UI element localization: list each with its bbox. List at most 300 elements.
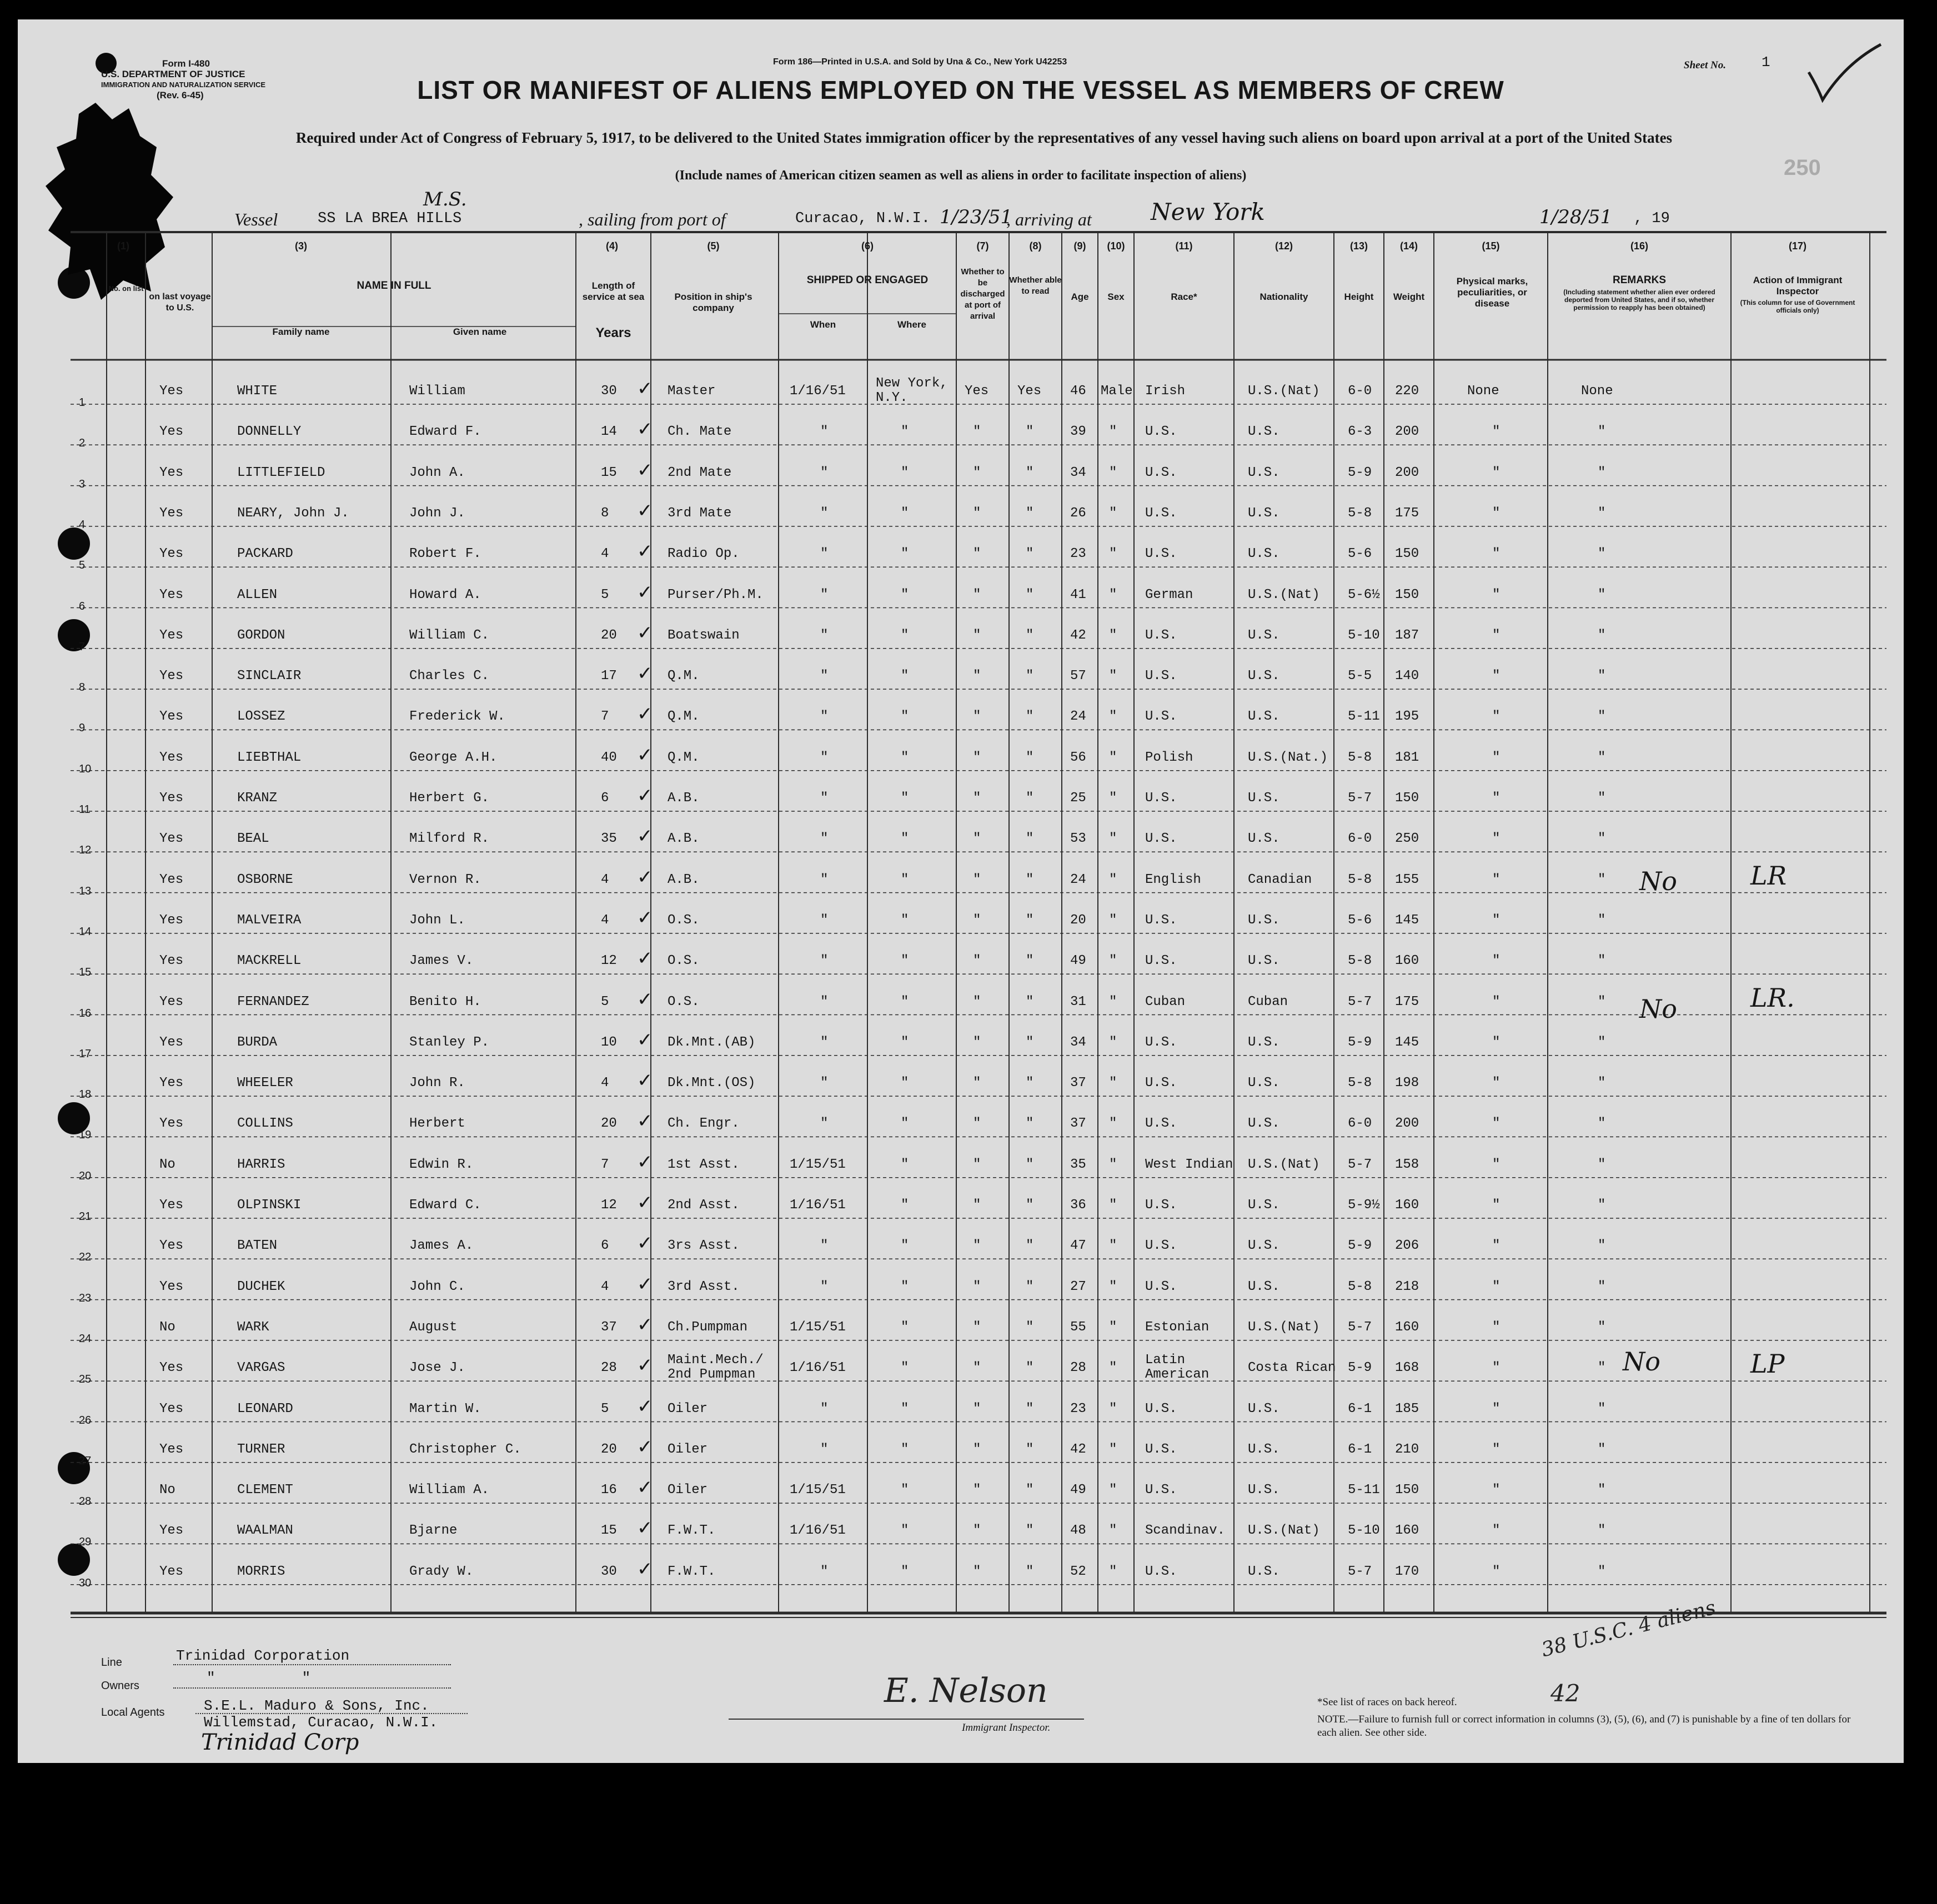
cell-ht: 5-9 xyxy=(1348,1034,1372,1050)
cell-pos: Ch. Mate xyxy=(668,424,732,440)
cell-disc: " xyxy=(973,953,981,969)
cell-fam: GORDON xyxy=(237,627,285,643)
penalty-note: NOTE.—Failure to furnish full or correct information in columns (3), (5), (6), and (7) is punishable by a fine of ten dollars for each alien. See other side. xyxy=(1317,1714,1851,1739)
check-mark-icon: ✓ xyxy=(637,1151,653,1173)
cell-age: 23 xyxy=(1070,546,1086,562)
cell-given: Robert F. xyxy=(409,546,481,562)
cell-where: " xyxy=(901,546,909,562)
cell-when: 1/15/51 xyxy=(790,1157,846,1172)
cell-given: Vernon R. xyxy=(409,872,481,887)
cell-voy: Yes xyxy=(159,709,184,725)
cell-phys: " xyxy=(1492,1034,1501,1050)
cell-given: William xyxy=(409,384,465,399)
cell-race: U.S. xyxy=(1145,912,1177,928)
cell-n: 12 xyxy=(79,844,92,857)
cell-ht: 5-7 xyxy=(1348,994,1372,1009)
col-14-number: (14) xyxy=(1399,240,1418,252)
cell-when: " xyxy=(820,1034,829,1050)
cell-n: 8 xyxy=(79,681,86,694)
check-mark-icon: ✓ xyxy=(637,1476,653,1499)
cell-race: U.S. xyxy=(1145,709,1177,725)
col-16-number: (16) xyxy=(1630,240,1648,252)
cell-given: Christopher C. xyxy=(409,1441,521,1457)
cell-given: George A.H. xyxy=(409,750,498,765)
cell-rem: " xyxy=(1598,546,1606,562)
cell-n: 10 xyxy=(79,762,92,775)
cell-nat: U.S.(Nat) xyxy=(1248,1523,1320,1539)
cell-when: " xyxy=(820,587,829,602)
cell-ht: 6-0 xyxy=(1348,831,1372,847)
col-15-label: Physical marks, peculiarities, or disease xyxy=(1456,276,1528,309)
col-16-sub: (Including statement whether alien ever ordered deported from United States, and if so, whether permission to reapply has been obtained) xyxy=(1563,288,1715,312)
col-6-number: (6) xyxy=(861,240,874,252)
cell-yrs: 4 xyxy=(601,1279,609,1294)
cell-nat: U.S. xyxy=(1248,546,1280,562)
cell-ht: 5-7 xyxy=(1348,1157,1372,1172)
cell-when: " xyxy=(820,1279,829,1294)
cell-wt: 168 xyxy=(1395,1360,1419,1376)
check-mark-icon: ✓ xyxy=(637,1110,653,1133)
owners-label: Owners xyxy=(101,1680,139,1692)
cell-fam: SINCLAIR xyxy=(237,669,302,684)
cell-fam: OLPINSKI xyxy=(237,1198,302,1213)
cell-race: U.S. xyxy=(1145,1564,1177,1579)
cell-read: " xyxy=(1026,1441,1034,1457)
cell-phys: " xyxy=(1492,953,1501,969)
cell-nat: U.S. xyxy=(1248,1483,1280,1498)
cell-phys: " xyxy=(1492,1523,1501,1539)
cell-n: 18 xyxy=(79,1088,92,1101)
cell-pos: O.S. xyxy=(668,994,700,1009)
cell-nat: U.S.(Nat.) xyxy=(1248,750,1328,765)
cell-disc: Yes xyxy=(965,384,989,399)
check-mark-icon: ✓ xyxy=(637,866,653,888)
cell-voy: Yes xyxy=(159,587,184,602)
cell-disc: " xyxy=(973,1157,981,1172)
cell-ht: 5-8 xyxy=(1348,750,1372,765)
cell-nat: Cuban xyxy=(1248,994,1288,1009)
cell-rem: " xyxy=(1598,709,1606,725)
cell-wt: 160 xyxy=(1395,1198,1419,1213)
cell-yrs: 28 xyxy=(601,1360,617,1376)
col-6-where: Where xyxy=(897,319,926,330)
check-mark-icon: ✓ xyxy=(637,988,653,1011)
line-label: Line xyxy=(101,1656,122,1669)
cell-nat: U.S. xyxy=(1248,669,1280,684)
cell-when: 1/16/51 xyxy=(790,1360,846,1376)
cell-given: James V. xyxy=(409,953,474,969)
cell-nat: U.S. xyxy=(1248,912,1280,928)
cell-where: " xyxy=(901,1034,909,1050)
cell-phys: " xyxy=(1492,1279,1501,1294)
cell-age: 49 xyxy=(1070,953,1086,969)
cell-yrs: 16 xyxy=(601,1483,617,1498)
cell-sex: " xyxy=(1109,912,1117,928)
cell-age: 53 xyxy=(1070,831,1086,847)
cell-when: " xyxy=(820,791,829,806)
cell-n: 3 xyxy=(79,478,86,490)
cell-rem: " xyxy=(1598,1238,1606,1254)
cell-when: " xyxy=(820,750,829,765)
cell-given: Edwin R. xyxy=(409,1157,474,1172)
cell-disc: " xyxy=(973,424,981,440)
col-3-given: Given name xyxy=(453,326,507,337)
cell-race: U.S. xyxy=(1145,1116,1177,1132)
cell-wt: 198 xyxy=(1395,1076,1419,1091)
cell-sex: " xyxy=(1109,709,1117,725)
cell-when: 1/15/51 xyxy=(790,1483,846,1498)
cell-disc: " xyxy=(973,1238,981,1254)
cell-race: U.S. xyxy=(1145,1238,1177,1254)
check-mark-icon: ✓ xyxy=(637,825,653,848)
cell-fam: BURDA xyxy=(237,1034,278,1050)
cell-wt: 155 xyxy=(1395,872,1419,887)
cell-sex: " xyxy=(1109,1198,1117,1213)
cell-fam: LOSSEZ xyxy=(237,709,285,725)
cell-nat: U.S. xyxy=(1248,709,1280,725)
cell-race: U.S. xyxy=(1145,1076,1177,1091)
cell-race: Irish xyxy=(1145,384,1186,399)
col-16-label: REMARKS xyxy=(1612,274,1667,286)
cell-race: U.S. xyxy=(1145,669,1177,684)
cell-read: " xyxy=(1026,424,1034,440)
col-3-label: NAME IN FULL xyxy=(357,280,431,292)
cell-ht: 5-6½ xyxy=(1348,587,1380,602)
cell-given: Frederick W. xyxy=(409,709,505,725)
cell-n: 27 xyxy=(79,1454,92,1467)
cell-voy: Yes xyxy=(159,831,184,847)
cell-yrs: 15 xyxy=(601,465,617,480)
col-5-number: (5) xyxy=(707,240,720,252)
cell-n: 9 xyxy=(79,722,86,735)
cell-sex: " xyxy=(1109,1564,1117,1579)
cell-phys: " xyxy=(1492,1401,1501,1416)
cell-disc: " xyxy=(973,546,981,562)
cell-sex: " xyxy=(1109,587,1117,602)
cell-yrs: 20 xyxy=(601,627,617,643)
cell-phys: None xyxy=(1467,384,1499,399)
cell-voy: Yes xyxy=(159,1076,184,1091)
cell-act: LR xyxy=(1750,860,1787,891)
cell-disc: " xyxy=(973,709,981,725)
cell-age: 34 xyxy=(1070,1034,1086,1050)
cell-ht: 5-9½ xyxy=(1348,1198,1380,1213)
cell-where: " xyxy=(901,994,909,1009)
cell-disc: " xyxy=(973,1279,981,1294)
col-5-label: Position in ship's company xyxy=(674,292,752,313)
cell-read: " xyxy=(1026,1238,1034,1254)
cell-sex: " xyxy=(1109,1238,1117,1254)
cell-ht: 5-8 xyxy=(1348,1279,1372,1294)
cell-yrs: 37 xyxy=(601,1319,617,1335)
cell-given: Benito H. xyxy=(409,994,481,1009)
cell-race: U.S. xyxy=(1145,791,1177,806)
cell-when: 1/16/51 xyxy=(790,384,846,399)
cell-yrs: 7 xyxy=(601,1157,609,1172)
cell-ht: 6-1 xyxy=(1348,1401,1372,1416)
col-7-label: Whether to be discharged at port of arrival xyxy=(960,267,1005,321)
cell-pos: Boatswain xyxy=(668,627,740,643)
cell-disc: " xyxy=(973,505,981,521)
cell-sex: " xyxy=(1109,627,1117,643)
cell-n: 6 xyxy=(79,600,86,612)
cell-yrs: 14 xyxy=(601,424,617,440)
cell-sex: " xyxy=(1109,1279,1117,1294)
cell-pos: Oiler xyxy=(668,1401,708,1416)
cell-given: Herbert G. xyxy=(409,791,490,806)
cell-nat: U.S. xyxy=(1248,1198,1280,1213)
cell-nat: U.S.(Nat) xyxy=(1248,1319,1320,1335)
cell-rem: " xyxy=(1598,669,1606,684)
cell-race: U.S. xyxy=(1145,546,1177,562)
cell-disc: " xyxy=(973,1401,981,1416)
cell-read: " xyxy=(1026,1319,1034,1335)
cell-yrs: 8 xyxy=(601,505,609,521)
cell-rem: " xyxy=(1598,627,1606,643)
cell-read: " xyxy=(1026,1401,1034,1416)
cell-ht: 6-0 xyxy=(1348,384,1372,399)
col-3-number: (3) xyxy=(295,240,307,252)
cell-ht: 5-7 xyxy=(1348,791,1372,806)
agents-value-2: Willemstad, Curacao, N.W.I. xyxy=(204,1714,438,1731)
cell-age: 27 xyxy=(1070,1279,1086,1294)
cell-read: " xyxy=(1026,953,1034,969)
cell-given: John C. xyxy=(409,1279,465,1294)
check-mark-icon: ✓ xyxy=(637,906,653,929)
col-1-label: No. on list xyxy=(108,284,144,293)
cell-nat: U.S. xyxy=(1248,627,1280,643)
cell-when: " xyxy=(820,953,829,969)
cell-given: Edward F. xyxy=(409,424,481,440)
cell-read: Yes xyxy=(1017,384,1042,399)
cell-nat: U.S. xyxy=(1248,1279,1280,1294)
arriving-port: New York xyxy=(1151,198,1265,225)
cell-given: John R. xyxy=(409,1076,465,1091)
cell-fam: WAALMAN xyxy=(237,1523,293,1539)
cell-race: U.S. xyxy=(1145,424,1177,440)
cell-act: LP xyxy=(1750,1349,1785,1379)
cell-when: " xyxy=(820,872,829,887)
col-4-number: (4) xyxy=(606,240,618,252)
sailing-date: 1/23/51 xyxy=(940,206,1013,228)
cell-given: Stanley P. xyxy=(409,1034,490,1050)
cell-n: 17 xyxy=(79,1047,92,1060)
cell-when: 1/16/51 xyxy=(790,1523,846,1539)
cell-where: " xyxy=(901,505,909,521)
cell-rem: " xyxy=(1598,1319,1606,1335)
cell-n: 15 xyxy=(79,966,92,979)
cell-ht: 5-8 xyxy=(1348,505,1372,521)
cell-sex: " xyxy=(1109,1157,1117,1172)
cell-when: " xyxy=(820,627,829,643)
cell-disc: " xyxy=(973,1523,981,1539)
cell-pos: Maint.Mech./ 2nd Pumpman xyxy=(668,1353,764,1383)
cell-where: " xyxy=(901,669,909,684)
cell-age: 24 xyxy=(1070,709,1086,725)
owners-value: " " xyxy=(207,1670,311,1686)
cell-age: 42 xyxy=(1070,627,1086,643)
cell-wt: 185 xyxy=(1395,1401,1419,1416)
cell-voy: Yes xyxy=(159,912,184,928)
cell-voy: Yes xyxy=(159,505,184,521)
check-mark-icon: ✓ xyxy=(637,703,653,726)
col-17-label: Action of Immigrant Inspector xyxy=(1753,275,1843,297)
col-11-number: (11) xyxy=(1175,240,1193,252)
cell-sex: " xyxy=(1109,1076,1117,1091)
cell-nat: U.S.(Nat) xyxy=(1248,384,1320,399)
cell-phys: " xyxy=(1492,465,1501,480)
cell-rem: " xyxy=(1598,1441,1606,1457)
remark-hand-16: No xyxy=(1639,994,1677,1024)
cell-wt: 150 xyxy=(1395,587,1419,602)
cell-rem: " xyxy=(1598,953,1606,969)
agents-label: Local Agents xyxy=(101,1706,165,1719)
cell-race: U.S. xyxy=(1145,1279,1177,1294)
cell-read: " xyxy=(1026,505,1034,521)
cell-rem: " xyxy=(1598,1198,1606,1213)
cell-rem: " xyxy=(1598,1523,1606,1539)
cell-voy: Yes xyxy=(159,1564,184,1579)
cell-when: " xyxy=(820,1076,829,1091)
cell-disc: " xyxy=(973,1319,981,1335)
cell-race: German xyxy=(1145,587,1193,602)
check-mark-icon: ✓ xyxy=(637,1069,653,1092)
check-mark-icon: ✓ xyxy=(637,621,653,644)
cell-disc: " xyxy=(973,994,981,1009)
cell-disc: " xyxy=(973,912,981,928)
cell-read: " xyxy=(1026,709,1034,725)
cell-where: " xyxy=(901,791,909,806)
cell-yrs: 4 xyxy=(601,546,609,562)
cell-n: 19 xyxy=(79,1129,92,1142)
cell-where: " xyxy=(901,1441,909,1457)
col-11-label: Race* xyxy=(1171,292,1197,302)
cell-when: " xyxy=(820,465,829,480)
cell-yrs: 12 xyxy=(601,1198,617,1213)
cell-phys: " xyxy=(1492,1157,1501,1172)
cell-sex: " xyxy=(1109,669,1117,684)
cell-voy: Yes xyxy=(159,1441,184,1457)
cell-phys: " xyxy=(1492,424,1501,440)
col-12-number: (12) xyxy=(1274,240,1293,252)
cell-when: " xyxy=(820,912,829,928)
cell-nat: U.S. xyxy=(1248,1076,1280,1091)
cell-disc: " xyxy=(973,1198,981,1213)
check-mark-icon: ✓ xyxy=(637,947,653,970)
cell-disc: " xyxy=(973,669,981,684)
col-8-label: Whether able to read xyxy=(1009,275,1062,296)
cell-disc: " xyxy=(973,872,981,887)
cell-yrs: 20 xyxy=(601,1441,617,1457)
check-mark-icon: ✓ xyxy=(637,378,653,400)
remark-hand-25: No xyxy=(1623,1347,1660,1376)
cell-age: 34 xyxy=(1070,465,1086,480)
check-mark-icon: ✓ xyxy=(637,1028,653,1051)
cell-disc: " xyxy=(973,831,981,847)
cell-pos: Radio Op. xyxy=(668,546,740,562)
cell-read: " xyxy=(1026,994,1034,1009)
cell-age: 37 xyxy=(1070,1076,1086,1091)
cell-disc: " xyxy=(973,587,981,602)
cell-phys: " xyxy=(1492,1483,1501,1498)
cell-sex: " xyxy=(1109,1523,1117,1539)
cell-ht: 5-9 xyxy=(1348,465,1372,480)
cell-pos: Ch.Pumpman xyxy=(668,1319,748,1335)
cell-yrs: 5 xyxy=(601,1401,609,1416)
cell-nat: Costa Rican xyxy=(1248,1360,1336,1376)
cell-fam: MORRIS xyxy=(237,1564,285,1579)
cell-n: 2 xyxy=(79,437,86,450)
cell-fam: HARRIS xyxy=(237,1157,285,1172)
tally-total: 42 xyxy=(1550,1680,1580,1707)
cell-nat: U.S. xyxy=(1248,1441,1280,1457)
cell-wt: 150 xyxy=(1395,791,1419,806)
cell-yrs: 4 xyxy=(601,912,609,928)
check-mark-icon: ✓ xyxy=(637,499,653,522)
cell-pos: 3rd Mate xyxy=(668,505,732,521)
printer-line: Form 186—Printed in U.S.A. and Sold by Una & Co., New York U42253 xyxy=(773,57,1067,67)
cell-rem: " xyxy=(1598,1401,1606,1416)
cell-age: 55 xyxy=(1070,1319,1086,1335)
cell-ht: 5-5 xyxy=(1348,669,1372,684)
cell-given: Howard A. xyxy=(409,587,481,602)
cell-phys: " xyxy=(1492,1076,1501,1091)
cell-wt: 187 xyxy=(1395,627,1419,643)
cell-yrs: 35 xyxy=(601,831,617,847)
agents-value-1: S.E.L. Maduro & Sons, Inc. xyxy=(204,1697,429,1714)
include-note: (Include names of American citizen seamen as well as aliens in order to facilitate inspection of aliens) xyxy=(675,168,1247,183)
cell-yrs: 4 xyxy=(601,1076,609,1091)
cell-n: 21 xyxy=(79,1210,92,1223)
col-9-number: (9) xyxy=(1073,240,1086,252)
cell-n: 23 xyxy=(79,1292,92,1304)
cell-given: John L. xyxy=(409,912,465,928)
cell-n: 22 xyxy=(79,1251,92,1264)
cell-when: " xyxy=(820,709,829,725)
cell-wt: 158 xyxy=(1395,1157,1419,1172)
cell-age: 49 xyxy=(1070,1483,1086,1498)
cell-ht: 5-9 xyxy=(1348,1238,1372,1254)
cell-nat: U.S.(Nat) xyxy=(1248,587,1320,602)
check-mark-icon: ✓ xyxy=(637,540,653,563)
cell-n: 5 xyxy=(79,559,86,572)
cell-yrs: 10 xyxy=(601,1034,617,1050)
cell-where: New York, N.Y. xyxy=(876,376,948,405)
cell-where: " xyxy=(901,953,909,969)
cell-wt: 200 xyxy=(1395,465,1419,480)
cell-nat: U.S. xyxy=(1248,465,1280,480)
cell-fam: ALLEN xyxy=(237,587,278,602)
col-13-label: Height xyxy=(1344,292,1374,302)
cell-fam: BATEN xyxy=(237,1238,278,1254)
inspector-label: Immigrant Inspector. xyxy=(962,1722,1051,1734)
check-mark-icon: ✓ xyxy=(637,459,653,481)
cell-where: " xyxy=(901,627,909,643)
cell-given: Herbert xyxy=(409,1116,465,1132)
inspector-signature: E. Nelson xyxy=(884,1671,1048,1710)
cell-wt: 160 xyxy=(1395,953,1419,969)
cell-wt: 150 xyxy=(1395,1483,1419,1498)
cell-ht: 6-0 xyxy=(1348,1116,1372,1132)
cell-pos: O.S. xyxy=(668,912,700,928)
cell-sex: " xyxy=(1109,791,1117,806)
cell-disc: " xyxy=(973,465,981,480)
check-mark-icon: ✓ xyxy=(637,662,653,685)
cell-disc: " xyxy=(973,1483,981,1498)
cell-race: U.S. xyxy=(1145,1198,1177,1213)
cell-read: " xyxy=(1026,1523,1034,1539)
cell-age: 56 xyxy=(1070,750,1086,765)
